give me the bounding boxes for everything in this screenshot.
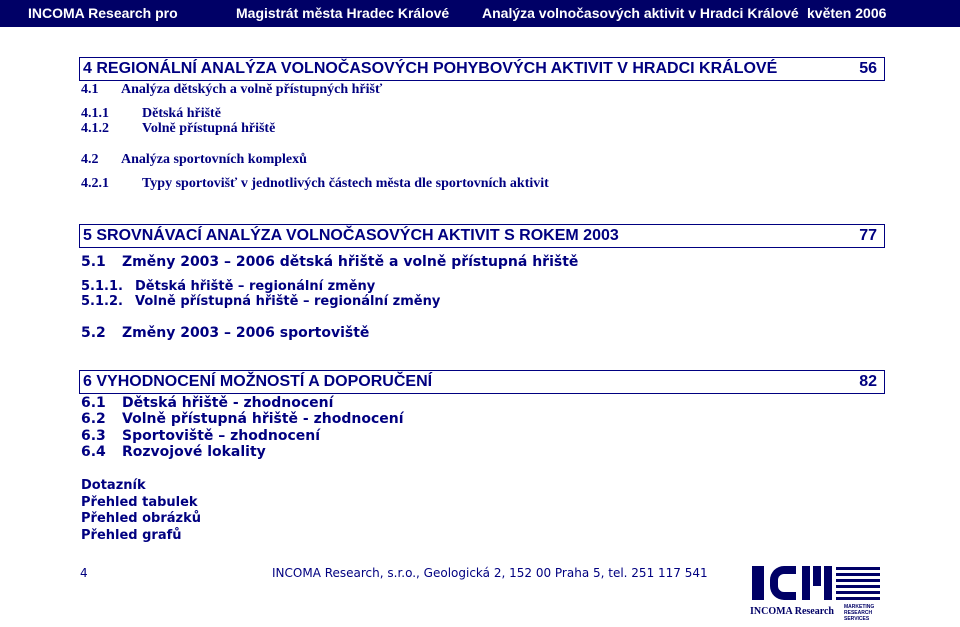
header-title: Analýza volnočasových aktivit v Hradci Králové bbox=[482, 5, 799, 21]
toc-section-4-page: 56 bbox=[859, 60, 877, 77]
toc-item-5-1: 5.1 Změny 2003 – 2006 dětská hřiště a volně přístupná hřiště bbox=[81, 254, 579, 270]
toc-item-6-1: 6.1 Dětská hřiště - zhodnocení bbox=[81, 395, 334, 411]
logo-mark-i bbox=[752, 566, 764, 600]
toc-item-5-2: 5.2 Změny 2003 – 2006 sportoviště bbox=[81, 325, 370, 341]
toc-appendix-figures: Přehled obrázků bbox=[81, 511, 202, 526]
toc-item-6-4: 6.4 Rozvojové lokality bbox=[81, 444, 266, 460]
header-company: INCOMA Research pro bbox=[28, 5, 178, 21]
logo-brand-text: INCOMA Research bbox=[750, 606, 834, 617]
toc-section-5-title: 5 SROVNÁVACÍ ANALÝZA VOLNOČASOVÝCH AKTIVIT S ROKEM 2003 bbox=[83, 227, 619, 244]
toc-section-6 bbox=[79, 370, 885, 394]
toc-item-6-3: 6.3 Sportoviště – zhodnocení bbox=[81, 428, 321, 444]
footer-contact: INCOMA Research, s.r.o., Geologická 2, 152 00 Praha 5, tel. 251 117 541 bbox=[272, 566, 708, 580]
toc-appendix-charts: Přehled grafů bbox=[81, 528, 182, 543]
toc-item-4-2: 4.2 Analýza sportovních komplexů bbox=[81, 152, 307, 167]
header-bar bbox=[0, 0, 960, 27]
toc-appendix-tables: Přehled tabulek bbox=[81, 495, 198, 510]
toc-section-6-title: 6 VYHODNOCENÍ MOŽNOSTÍ A DOPORUČENÍ bbox=[83, 373, 433, 390]
logo-mark-m bbox=[802, 566, 832, 600]
header-client: Magistrát města Hradec Králové bbox=[236, 5, 450, 21]
toc-section-6-page: 82 bbox=[859, 373, 877, 390]
incoma-logo bbox=[748, 562, 884, 624]
page-number: 4 bbox=[80, 566, 88, 580]
toc-section-5-page: 77 bbox=[859, 227, 877, 244]
logo-mark-c bbox=[770, 566, 796, 600]
logo-side-text: MARKETING RESEARCH SERVICES bbox=[844, 604, 875, 622]
toc-appendix-questionnaire: Dotazník bbox=[81, 478, 146, 493]
toc-item-4-1-2: 4.1.2 Volně přístupná hřiště bbox=[81, 121, 276, 136]
logo-stripes bbox=[836, 566, 880, 600]
toc-section-4 bbox=[79, 57, 885, 81]
toc-section-4-title: 4 REGIONÁLNÍ ANALÝZA VOLNOČASOVÝCH POHYBOVÝCH AKTIVIT V HRADCI KRÁLOVÉ bbox=[83, 60, 778, 77]
toc-item-4-2-1: 4.2.1 Typy sportovišť v jednotlivých částech města dle sportovních aktivit bbox=[81, 176, 549, 191]
toc-item-4-1-1: 4.1.1 Dětská hřiště bbox=[81, 106, 221, 121]
toc-section-5 bbox=[79, 224, 885, 248]
toc-item-5-1-1: 5.1.1. Dětská hřiště – regionální změny bbox=[81, 279, 376, 294]
header-date: květen 2006 bbox=[807, 5, 887, 21]
toc-item-6-2: 6.2 Volně přístupná hřiště - zhodnocení bbox=[81, 411, 404, 427]
toc-item-5-1-2: 5.1.2. Volně přístupná hřiště – regionální změny bbox=[81, 294, 441, 309]
toc-item-4-1: 4.1 Analýza dětských a volně přístupných hřišť bbox=[81, 82, 383, 97]
